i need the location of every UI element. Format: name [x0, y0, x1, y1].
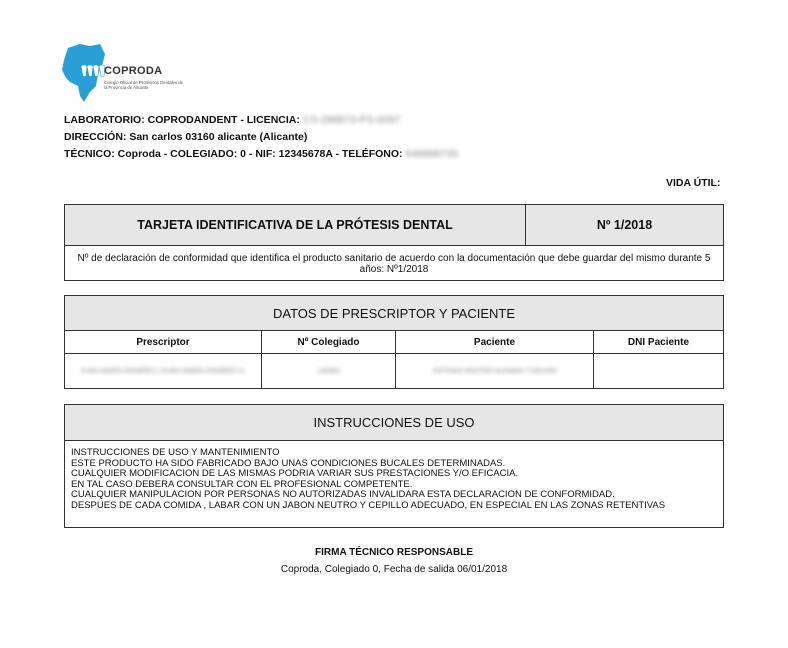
- instruction-line: ESTE PRODUCTO HA SIDO FABRICADO BAJO UNAS CONDICIONES BUCALES DETERMINADAS.: [71, 457, 506, 469]
- paciente-value: ANTONIA PASTOR ALEMAN 71981456: [432, 368, 557, 375]
- coproda-logo: [60, 42, 190, 108]
- header-paciente: Paciente: [396, 331, 594, 353]
- teeth-icon: [80, 64, 106, 78]
- logo-name: COPRODA: [104, 65, 163, 77]
- prescriptor-box: [64, 295, 724, 389]
- colegiado-value: 148383: [316, 368, 341, 375]
- header-prescriptor: Prescriptor: [65, 331, 262, 353]
- instruction-line: CUALQUIER MANIPULACION POR PERSONAS NO AUTORIZADAS INVALIDARA ESTA DECLARACION DE CONFORMIDAD.: [71, 489, 615, 501]
- paciente-cell: [396, 354, 594, 389]
- vida-util-label: VIDA ÚTIL:: [666, 177, 721, 189]
- colegiado-cell: [262, 354, 396, 389]
- tecnico-line: [64, 148, 458, 160]
- laboratorio-line: [64, 114, 400, 126]
- card-title: TARJETA IDENTIFICATIVA DE LA PRÓTESIS DENTAL: [65, 205, 526, 245]
- direccion-line: DIRECCIÓN: San carlos 03160 alicante (Alicante): [64, 131, 308, 143]
- header-colegiado: Nº Colegiado: [262, 331, 396, 353]
- instruction-line: DESPUES DE CADA COMIDA , LABAR CON UN JABON NEUTRO Y CEPILLO ADECUADO, EN ESPECIAL EN LAS ZONAS RETENTIVAS: [71, 499, 666, 511]
- instruction-line: INSTRUCCIONES DE USO Y MANTENIMIENTO: [71, 447, 280, 458]
- card-number: Nº 1/2018: [596, 218, 653, 232]
- licencia-value: CS-288873-PS-0097: [302, 114, 401, 126]
- table-header-row: [65, 331, 723, 354]
- header-dni: DNI Paciente: [627, 336, 690, 348]
- instructions-text: [65, 441, 723, 512]
- table-row: [65, 354, 723, 389]
- prescriptor-value: JUAN MARÍA RAMÍREZ LAURA MARÍA RAMÍREZ A.: [80, 368, 246, 375]
- instructions-box: [64, 404, 724, 528]
- card-box: [64, 204, 724, 281]
- card-note: Nº de declaración de conformidad que identifica el producto sanitario de acuerdo con la documentación que debe guardar del mismo durante 5 años: Nº1/2018: [77, 253, 711, 275]
- dni-cell: [594, 354, 723, 389]
- instructions-title: INSTRUCCIONES DE USO: [65, 405, 723, 441]
- prescriptor-cell: [65, 354, 262, 389]
- logo-subtitle: Colegio Oficial de Protésicos Dentales de la Provincia de Alicante: [104, 80, 184, 90]
- laboratorio-label: LABORATORIO: COPRODANDENT - LICENCIA:: [64, 114, 300, 126]
- telefono-value: 649998735: [405, 148, 459, 160]
- prescriptor-section-title: DATOS DE PRESCRIPTOR Y PACIENTE: [65, 296, 723, 331]
- card-header: [65, 205, 723, 246]
- instruction-line: EN TAL CASO DEBERA CONSULTAR CON EL PROFESIONAL COMPETENTE.: [71, 478, 413, 490]
- tecnico-label: TÉCNICO: Coproda - COLEGIADO: 0 - NIF: 12345678A - TELÉFONO:: [64, 148, 403, 160]
- signature-text: Coproda, Colegiado 0, Fecha de salida 06/01/2018: [280, 564, 508, 575]
- signature-title: FIRMA TÉCNICO RESPONSABLE: [315, 547, 473, 558]
- instruction-line: CUALQUIER MODIFICACION DE LAS MISMAS PODRIA VARIAR SUS PRESTACIONES Y/O EFICACIA.: [71, 468, 519, 480]
